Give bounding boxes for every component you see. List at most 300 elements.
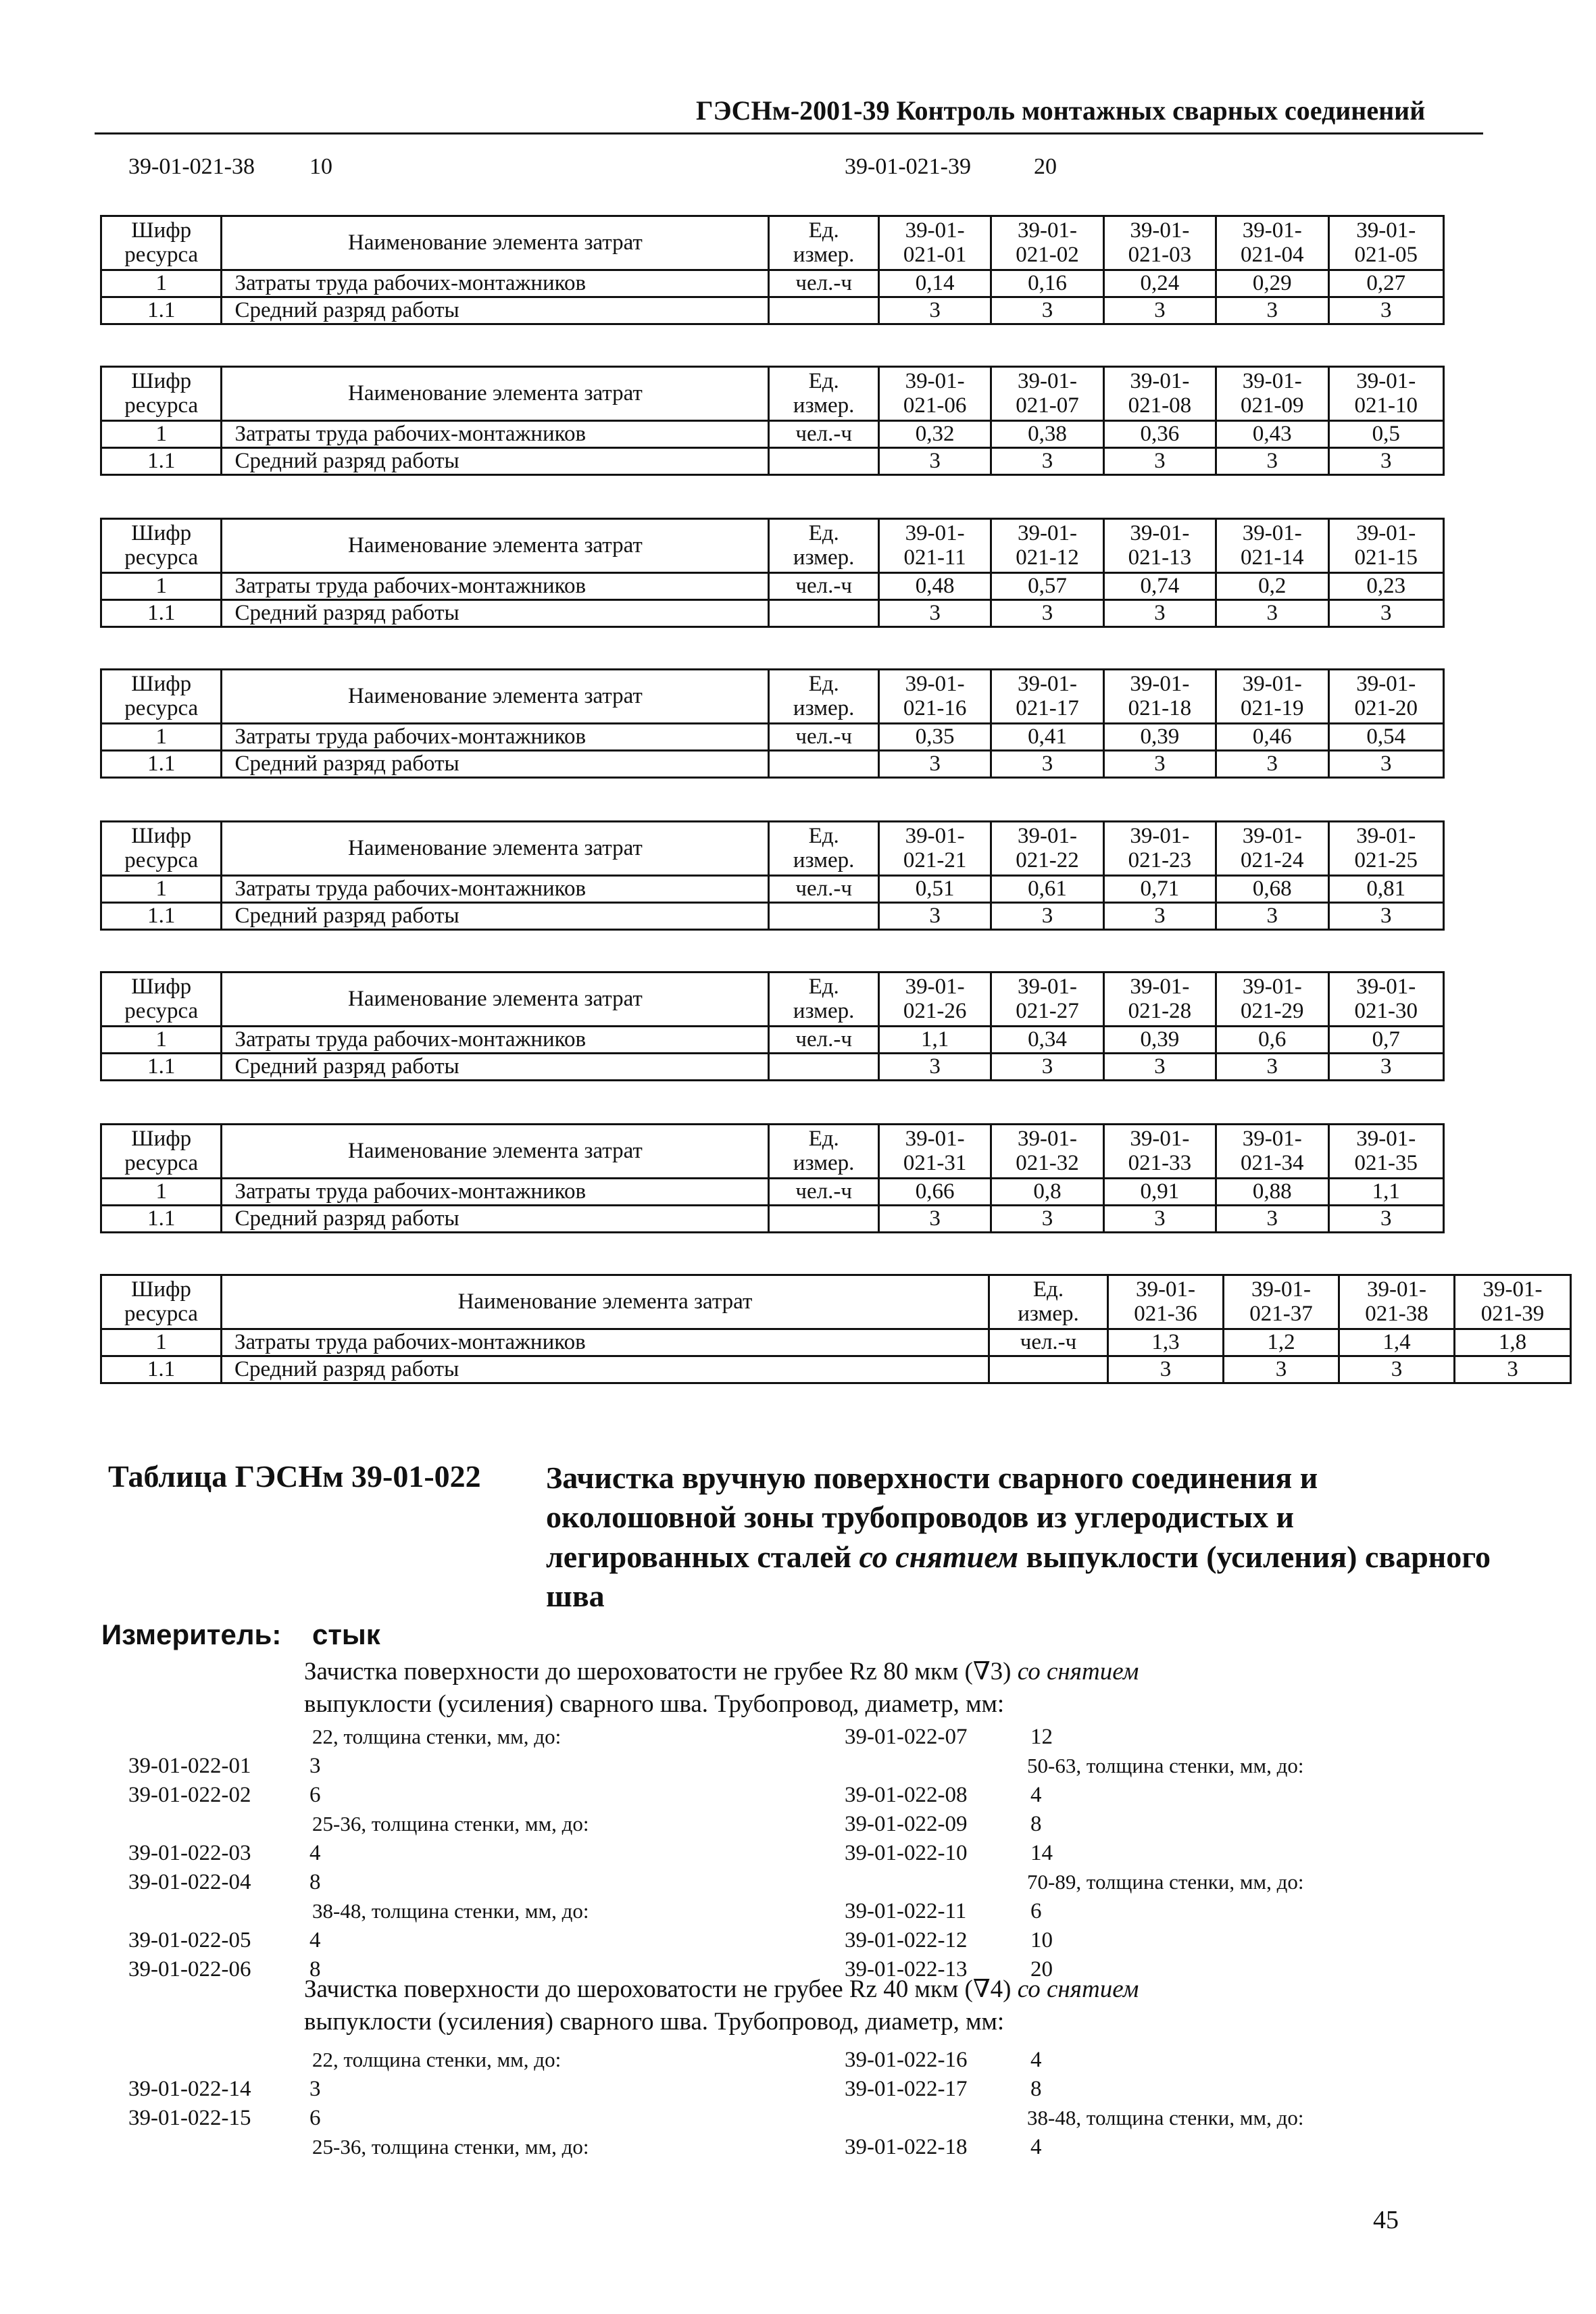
right-value: 8: [1030, 2077, 1042, 2101]
right-value: 50-63, толщина стенки, мм, до:: [1027, 1754, 1304, 1777]
left-value: 8: [309, 1870, 321, 1894]
header-unit-cell: [769, 670, 878, 724]
labor-value: 0,68: [1216, 876, 1328, 903]
section2-rest: выпуклости (усиления) сварного шва. Трубопровод, диаметр, мм:: [304, 2008, 1005, 2036]
row-unit: чел.-ч: [989, 1329, 1108, 1356]
column-code-prefix: 39-01-: [1242, 368, 1302, 393]
right-code: 39-01-022-08: [845, 1783, 968, 1807]
code-header-line1: Шифр: [131, 1126, 192, 1151]
left-value: 4: [309, 1928, 321, 1952]
table-description-italic: со снятием: [859, 1539, 1019, 1574]
row-name: Средний разряд работы: [222, 448, 769, 475]
labor-value: 0,36: [1103, 421, 1216, 448]
right-value: 8: [1030, 1812, 1042, 1836]
right-value: 38-48, толщина стенки, мм, до:: [1027, 2106, 1304, 2130]
grade-value: 3: [1339, 1356, 1455, 1383]
column-code-header: [991, 367, 1103, 421]
grade-value: 3: [1328, 751, 1444, 778]
section1-rest: выпуклости (усиления) сварного шва. Трубопровод, диаметр, мм:: [304, 1690, 1005, 1719]
row-code: 1: [101, 876, 222, 903]
column-code-prefix: 39-01-: [905, 368, 965, 393]
header-code-cell: [101, 1125, 222, 1179]
left-code: 39-01-022-04: [128, 1870, 251, 1894]
header-unit-cell: [769, 367, 878, 421]
labor-value: 0,39: [1103, 1027, 1216, 1054]
grade-value: 3: [878, 297, 991, 324]
page-header-title: ГЭСНм-2001-39 Контроль монтажных сварных соединений: [696, 95, 1426, 126]
code-header-line2: ресурса: [124, 242, 199, 267]
labor-value: 1,1: [878, 1027, 991, 1054]
right-code: 39-01-022-10: [845, 1841, 968, 1865]
left-value: 22, толщина стенки, мм, до:: [312, 2048, 562, 2071]
right-code: 39-01-022-16: [845, 2048, 968, 2072]
labor-value: 1,2: [1224, 1329, 1339, 1356]
column-code-header: [878, 519, 991, 573]
labor-value: 0,34: [991, 1027, 1103, 1054]
column-code-suffix: 021-34: [1241, 1150, 1304, 1175]
column-code-suffix: 021-04: [1241, 242, 1304, 267]
row-name: Средний разряд работы: [222, 1206, 769, 1233]
column-code-prefix: 39-01-: [1356, 218, 1416, 243]
left-value: 6: [309, 1783, 321, 1807]
code-header-line1: Шифр: [131, 974, 192, 999]
labor-value: 1,1: [1328, 1179, 1444, 1206]
row-code: 1: [101, 1329, 222, 1356]
column-code-suffix: 021-15: [1354, 545, 1418, 570]
column-code-header: [1339, 1275, 1455, 1329]
header-code-cell: [101, 216, 222, 270]
labor-value: 0,32: [878, 421, 991, 448]
grade-value: 3: [1103, 751, 1216, 778]
grade-value: 3: [1103, 600, 1216, 627]
column-code-prefix: 39-01-: [1242, 974, 1302, 999]
left-value: 25-36, толщина стенки, мм, до:: [312, 2135, 589, 2159]
column-code-header: [1328, 216, 1444, 270]
right-code: 39-01-022-17: [845, 2077, 968, 2101]
grade-value: 3: [878, 600, 991, 627]
column-code-header: [878, 973, 991, 1027]
table-title: Таблица ГЭСНм 39-01-022: [108, 1459, 481, 1494]
resource-table: [100, 215, 1445, 325]
right-code: 39-01-022-11: [845, 1899, 967, 1923]
labor-value: 0,81: [1328, 876, 1444, 903]
grade-value: 3: [878, 903, 991, 930]
table-description-text: Зачистка вручную поверхности сварного соединения и околошовной зоны трубопроводов из углеродистых и легированных сталей: [546, 1460, 1318, 1574]
column-code-header: [1216, 519, 1328, 573]
column-code-suffix: 021-28: [1128, 998, 1192, 1023]
row-name: Затраты труда рабочих-монтажников: [222, 421, 769, 448]
right-value: 70-89, толщина стенки, мм, до:: [1027, 1870, 1304, 1894]
left-code: 39-01-022-02: [128, 1783, 251, 1807]
column-code-header: [878, 367, 991, 421]
column-code-prefix: 39-01-: [1356, 974, 1416, 999]
column-code-prefix: 39-01-: [1136, 1277, 1195, 1302]
column-code-header: [1103, 216, 1216, 270]
right-value: 6: [1030, 1899, 1042, 1923]
column-code-prefix: 39-01-: [1130, 368, 1190, 393]
row-unit: чел.-ч: [769, 270, 878, 297]
row-code: 1.1: [101, 751, 222, 778]
grade-value: 3: [991, 600, 1103, 627]
grade-value: 3: [878, 1206, 991, 1233]
column-code-prefix: 39-01-: [1356, 671, 1416, 696]
column-code-suffix: 021-39: [1480, 1301, 1545, 1326]
column-code-suffix: 021-16: [903, 695, 967, 720]
unit-header-line2: измер.: [793, 998, 855, 1023]
right-code: 39-01-022-07: [845, 1725, 968, 1749]
column-code-suffix: 021-25: [1354, 847, 1418, 872]
row-name: Средний разряд работы: [222, 1054, 769, 1081]
row-unit-empty: [769, 1054, 878, 1081]
row-code: 1.1: [101, 903, 222, 930]
column-code-header: [1103, 670, 1216, 724]
header-code-cell: [101, 519, 222, 573]
column-code-suffix: 021-10: [1354, 393, 1418, 418]
column-code-header: [1103, 1125, 1216, 1179]
row-unit: чел.-ч: [769, 1179, 878, 1206]
header-name-cell: Наименование элемента затрат: [222, 973, 769, 1027]
header-code-cell: [101, 1275, 222, 1329]
right-code: 39-01-022-09: [845, 1812, 968, 1836]
header-name-cell: Наименование элемента затрат: [222, 216, 769, 270]
column-code-header: [878, 1125, 991, 1179]
grade-value: 3: [1103, 1206, 1216, 1233]
row-name: Затраты труда рабочих-монтажников: [222, 1179, 769, 1206]
column-code-prefix: 39-01-: [905, 671, 965, 696]
row-code: 1: [101, 270, 222, 297]
header-right-code: 39-01-021-39: [845, 154, 971, 179]
row-unit-empty: [769, 448, 878, 475]
table-description: [546, 1458, 1492, 1617]
unit-header-line2: измер.: [793, 242, 855, 267]
left-code: 39-01-022-14: [128, 2077, 251, 2101]
column-code-prefix: 39-01-: [1242, 520, 1302, 545]
column-code-prefix: 39-01-: [1356, 520, 1416, 545]
column-code-suffix: 021-24: [1241, 847, 1304, 872]
labor-value: 0,38: [991, 421, 1103, 448]
resource-table: [100, 1123, 1445, 1233]
column-code-header: [1328, 973, 1444, 1027]
column-code-suffix: 021-27: [1016, 998, 1079, 1023]
column-code-header: [991, 822, 1103, 876]
column-code-header: [878, 670, 991, 724]
code-header-line1: Шифр: [131, 218, 192, 243]
column-code-header: [878, 822, 991, 876]
meter-label: Измеритель:: [101, 1619, 282, 1650]
page-number: 45: [1373, 2206, 1399, 2234]
column-code-suffix: 021-12: [1016, 545, 1079, 570]
column-code-prefix: 39-01-: [1130, 974, 1190, 999]
right-value: 10: [1030, 1928, 1053, 1952]
column-code-suffix: 021-13: [1128, 545, 1192, 570]
column-code-prefix: 39-01-: [1130, 1126, 1190, 1151]
header-unit-cell: [769, 1125, 878, 1179]
header-name-cell: Наименование элемента затрат: [222, 367, 769, 421]
left-value: 8: [309, 1957, 321, 1981]
grade-value: 3: [1216, 297, 1328, 324]
section1-text: Зачистка поверхности до шероховатости не грубее Rz 80 мкм (∇3): [304, 1658, 1012, 1685]
code-header-line2: ресурса: [124, 1150, 199, 1175]
column-code-prefix: 39-01-: [1130, 823, 1190, 848]
row-unit-empty: [769, 751, 878, 778]
labor-value: 1,4: [1339, 1329, 1455, 1356]
column-code-prefix: 39-01-: [1017, 368, 1077, 393]
labor-value: 0,5: [1328, 421, 1444, 448]
section1-italic: со снятием: [1017, 1658, 1139, 1685]
column-code-prefix: 39-01-: [1017, 974, 1077, 999]
grade-value: 3: [1108, 1356, 1224, 1383]
column-code-suffix: 021-20: [1354, 695, 1418, 720]
labor-value: 0,66: [878, 1179, 991, 1206]
column-code-prefix: 39-01-: [1367, 1277, 1426, 1302]
header-left-code: 39-01-021-38: [128, 154, 255, 179]
resource-table: [100, 1274, 1572, 1384]
grade-value: 3: [1216, 1054, 1328, 1081]
row-name: Затраты труда рабочих-монтажников: [222, 573, 769, 600]
left-value: 25-36, толщина стенки, мм, до:: [312, 1812, 589, 1836]
column-code-suffix: 021-23: [1128, 847, 1192, 872]
column-code-prefix: 39-01-: [1017, 218, 1077, 243]
column-code-suffix: 021-29: [1241, 998, 1304, 1023]
labor-value: 0,46: [1216, 724, 1328, 751]
meter-value: стык: [312, 1619, 380, 1650]
left-value: 22, толщина стенки, мм, до:: [312, 1725, 562, 1748]
grade-value: 3: [1216, 448, 1328, 475]
grade-value: 3: [1328, 903, 1444, 930]
column-code-suffix: 021-01: [903, 242, 967, 267]
column-code-header: [991, 1125, 1103, 1179]
row-name: Затраты труда рабочих-монтажников: [222, 724, 769, 751]
code-header-line1: Шифр: [131, 823, 192, 848]
labor-value: 0,14: [878, 270, 991, 297]
column-code-prefix: 39-01-: [905, 218, 965, 243]
row-code: 1.1: [101, 1054, 222, 1081]
labor-value: 0,35: [878, 724, 991, 751]
column-code-header: [1455, 1275, 1571, 1329]
column-code-suffix: 021-35: [1354, 1150, 1418, 1175]
row-name: Затраты труда рабочих-монтажников: [222, 1329, 989, 1356]
grade-value: 3: [1103, 903, 1216, 930]
row-unit-empty: [989, 1356, 1108, 1383]
row-unit-empty: [769, 903, 878, 930]
labor-value: 0,57: [991, 573, 1103, 600]
labor-value: 0,61: [991, 876, 1103, 903]
column-code-header: [991, 973, 1103, 1027]
grade-value: 3: [991, 751, 1103, 778]
row-code: 1: [101, 421, 222, 448]
column-code-header: [1216, 216, 1328, 270]
labor-value: 0,16: [991, 270, 1103, 297]
resource-table: [100, 518, 1445, 628]
resource-table: [100, 366, 1445, 476]
row-code: 1: [101, 724, 222, 751]
column-code-prefix: 39-01-: [1242, 823, 1302, 848]
column-code-prefix: 39-01-: [1242, 671, 1302, 696]
column-code-prefix: 39-01-: [1017, 520, 1077, 545]
column-code-suffix: 021-38: [1365, 1301, 1428, 1326]
unit-header-line2: измер.: [793, 1150, 855, 1175]
labor-value: 1,8: [1455, 1329, 1571, 1356]
code-header-line2: ресурса: [124, 393, 199, 418]
left-code: 39-01-022-01: [128, 1754, 251, 1778]
labor-value: 0,8: [991, 1179, 1103, 1206]
column-code-header: [991, 519, 1103, 573]
labor-value: 0,7: [1328, 1027, 1444, 1054]
column-code-suffix: 021-08: [1128, 393, 1192, 418]
column-code-prefix: 39-01-: [1017, 1126, 1077, 1151]
column-code-header: [1328, 670, 1444, 724]
column-code-header: [1328, 1125, 1444, 1179]
resource-table: [100, 971, 1445, 1081]
right-value: 20: [1030, 1957, 1053, 1981]
unit-header-line2: измер.: [793, 545, 855, 570]
unit-header-line1: Ед.: [808, 974, 839, 999]
labor-value: 0,41: [991, 724, 1103, 751]
labor-value: 1,3: [1108, 1329, 1224, 1356]
header-name-cell: Наименование элемента затрат: [222, 670, 769, 724]
grade-value: 3: [878, 1054, 991, 1081]
left-value: 6: [309, 2106, 321, 2130]
row-unit: чел.-ч: [769, 573, 878, 600]
labor-value: 0,71: [1103, 876, 1216, 903]
code-header-line2: ресурса: [124, 847, 199, 872]
row-code: 1.1: [101, 1356, 222, 1383]
left-value: 4: [309, 1841, 321, 1865]
column-code-suffix: 021-09: [1241, 393, 1304, 418]
grade-value: 3: [1216, 751, 1328, 778]
left-value: 3: [309, 1754, 321, 1778]
grade-value: 3: [1328, 600, 1444, 627]
column-code-suffix: 021-31: [903, 1150, 967, 1175]
labor-value: 0,88: [1216, 1179, 1328, 1206]
resource-table: [100, 820, 1445, 931]
header-code-cell: [101, 670, 222, 724]
labor-value: 0,29: [1216, 270, 1328, 297]
labor-value: 0,54: [1328, 724, 1444, 751]
column-code-suffix: 021-21: [903, 847, 967, 872]
row-unit-empty: [769, 297, 878, 324]
column-code-suffix: 021-18: [1128, 695, 1192, 720]
grade-value: 3: [991, 448, 1103, 475]
column-code-header: [991, 216, 1103, 270]
header-code-cell: [101, 973, 222, 1027]
row-name: Затраты труда рабочих-монтажников: [222, 1027, 769, 1054]
code-header-line2: ресурса: [124, 998, 199, 1023]
row-name: Затраты труда рабочих-монтажников: [222, 876, 769, 903]
column-code-prefix: 39-01-: [905, 974, 965, 999]
grade-value: 3: [878, 448, 991, 475]
labor-value: 0,27: [1328, 270, 1444, 297]
row-unit: чел.-ч: [769, 1027, 878, 1054]
row-code: 1: [101, 1027, 222, 1054]
row-name: Средний разряд работы: [222, 1356, 989, 1383]
row-code: 1.1: [101, 297, 222, 324]
row-code: 1.1: [101, 1206, 222, 1233]
left-code: 39-01-022-03: [128, 1841, 251, 1865]
unit-header-line2: измер.: [793, 847, 855, 872]
code-header-line2: ресурса: [124, 1301, 198, 1326]
column-code-prefix: 39-01-: [1242, 218, 1302, 243]
column-code-header: [1103, 367, 1216, 421]
header-left-value: 10: [309, 154, 332, 179]
grade-value: 3: [1216, 1206, 1328, 1233]
section2-text: Зачистка поверхности до шероховатости не грубее Rz 40 мкм (∇4): [304, 1975, 1012, 2003]
column-code-suffix: 021-36: [1134, 1301, 1197, 1326]
column-code-header: [1328, 822, 1444, 876]
column-code-prefix: 39-01-: [1356, 823, 1416, 848]
column-code-suffix: 021-17: [1016, 695, 1079, 720]
labor-value: 0,43: [1216, 421, 1328, 448]
column-code-header: [1328, 519, 1444, 573]
column-code-header: [991, 670, 1103, 724]
column-code-prefix: 39-01-: [905, 823, 965, 848]
column-code-header: [878, 216, 991, 270]
column-code-header: [1103, 519, 1216, 573]
unit-header-line1: Ед.: [808, 671, 839, 696]
right-value: 14: [1030, 1841, 1053, 1865]
column-code-header: [1216, 973, 1328, 1027]
labor-value: 0,2: [1216, 573, 1328, 600]
column-code-suffix: 021-05: [1354, 242, 1418, 267]
column-code-prefix: 39-01-: [1017, 671, 1077, 696]
resource-table: [100, 668, 1445, 779]
grade-value: 3: [991, 903, 1103, 930]
code-header-line1: Шифр: [131, 368, 192, 393]
grade-value: 3: [878, 751, 991, 778]
code-header-line2: ресурса: [124, 695, 199, 720]
right-value: 4: [1030, 2048, 1042, 2072]
column-code-prefix: 39-01-: [1482, 1277, 1543, 1302]
grade-value: 3: [1328, 1054, 1444, 1081]
row-name: Средний разряд работы: [222, 751, 769, 778]
header-unit-cell: [769, 216, 878, 270]
header-name-cell: Наименование элемента затрат: [222, 1275, 989, 1329]
right-value: 4: [1030, 1783, 1042, 1807]
column-code-prefix: 39-01-: [1017, 823, 1077, 848]
unit-header-line1: Ед.: [1032, 1277, 1064, 1302]
grade-value: 3: [1328, 297, 1444, 324]
unit-header-line2: измер.: [1018, 1301, 1079, 1326]
header-code-cell: [101, 367, 222, 421]
row-name: Средний разряд работы: [222, 600, 769, 627]
row-code: 1.1: [101, 600, 222, 627]
column-code-prefix: 39-01-: [1130, 218, 1190, 243]
code-header-line2: ресурса: [124, 545, 199, 570]
column-code-prefix: 39-01-: [1356, 1126, 1416, 1151]
code-header-line1: Шифр: [131, 520, 192, 545]
row-unit: чел.-ч: [769, 421, 878, 448]
column-code-header: [1216, 1125, 1328, 1179]
column-code-header: [1103, 973, 1216, 1027]
column-code-prefix: 39-01-: [1356, 368, 1416, 393]
column-code-header: [1216, 367, 1328, 421]
column-code-suffix: 021-07: [1016, 393, 1079, 418]
row-unit: чел.-ч: [769, 724, 878, 751]
unit-header-line2: измер.: [793, 393, 855, 418]
header-name-cell: Наименование элемента затрат: [222, 519, 769, 573]
column-code-suffix: 021-26: [903, 998, 967, 1023]
labor-value: 0,51: [878, 876, 991, 903]
unit-header-line1: Ед.: [808, 368, 839, 393]
grade-value: 3: [991, 297, 1103, 324]
labor-value: 0,91: [1103, 1179, 1216, 1206]
header-unit-cell: [989, 1275, 1108, 1329]
column-code-header: [1328, 367, 1444, 421]
section1-description: [304, 1656, 1487, 1721]
column-code-suffix: 021-06: [903, 393, 967, 418]
row-unit-empty: [769, 1206, 878, 1233]
grade-value: 3: [1103, 297, 1216, 324]
